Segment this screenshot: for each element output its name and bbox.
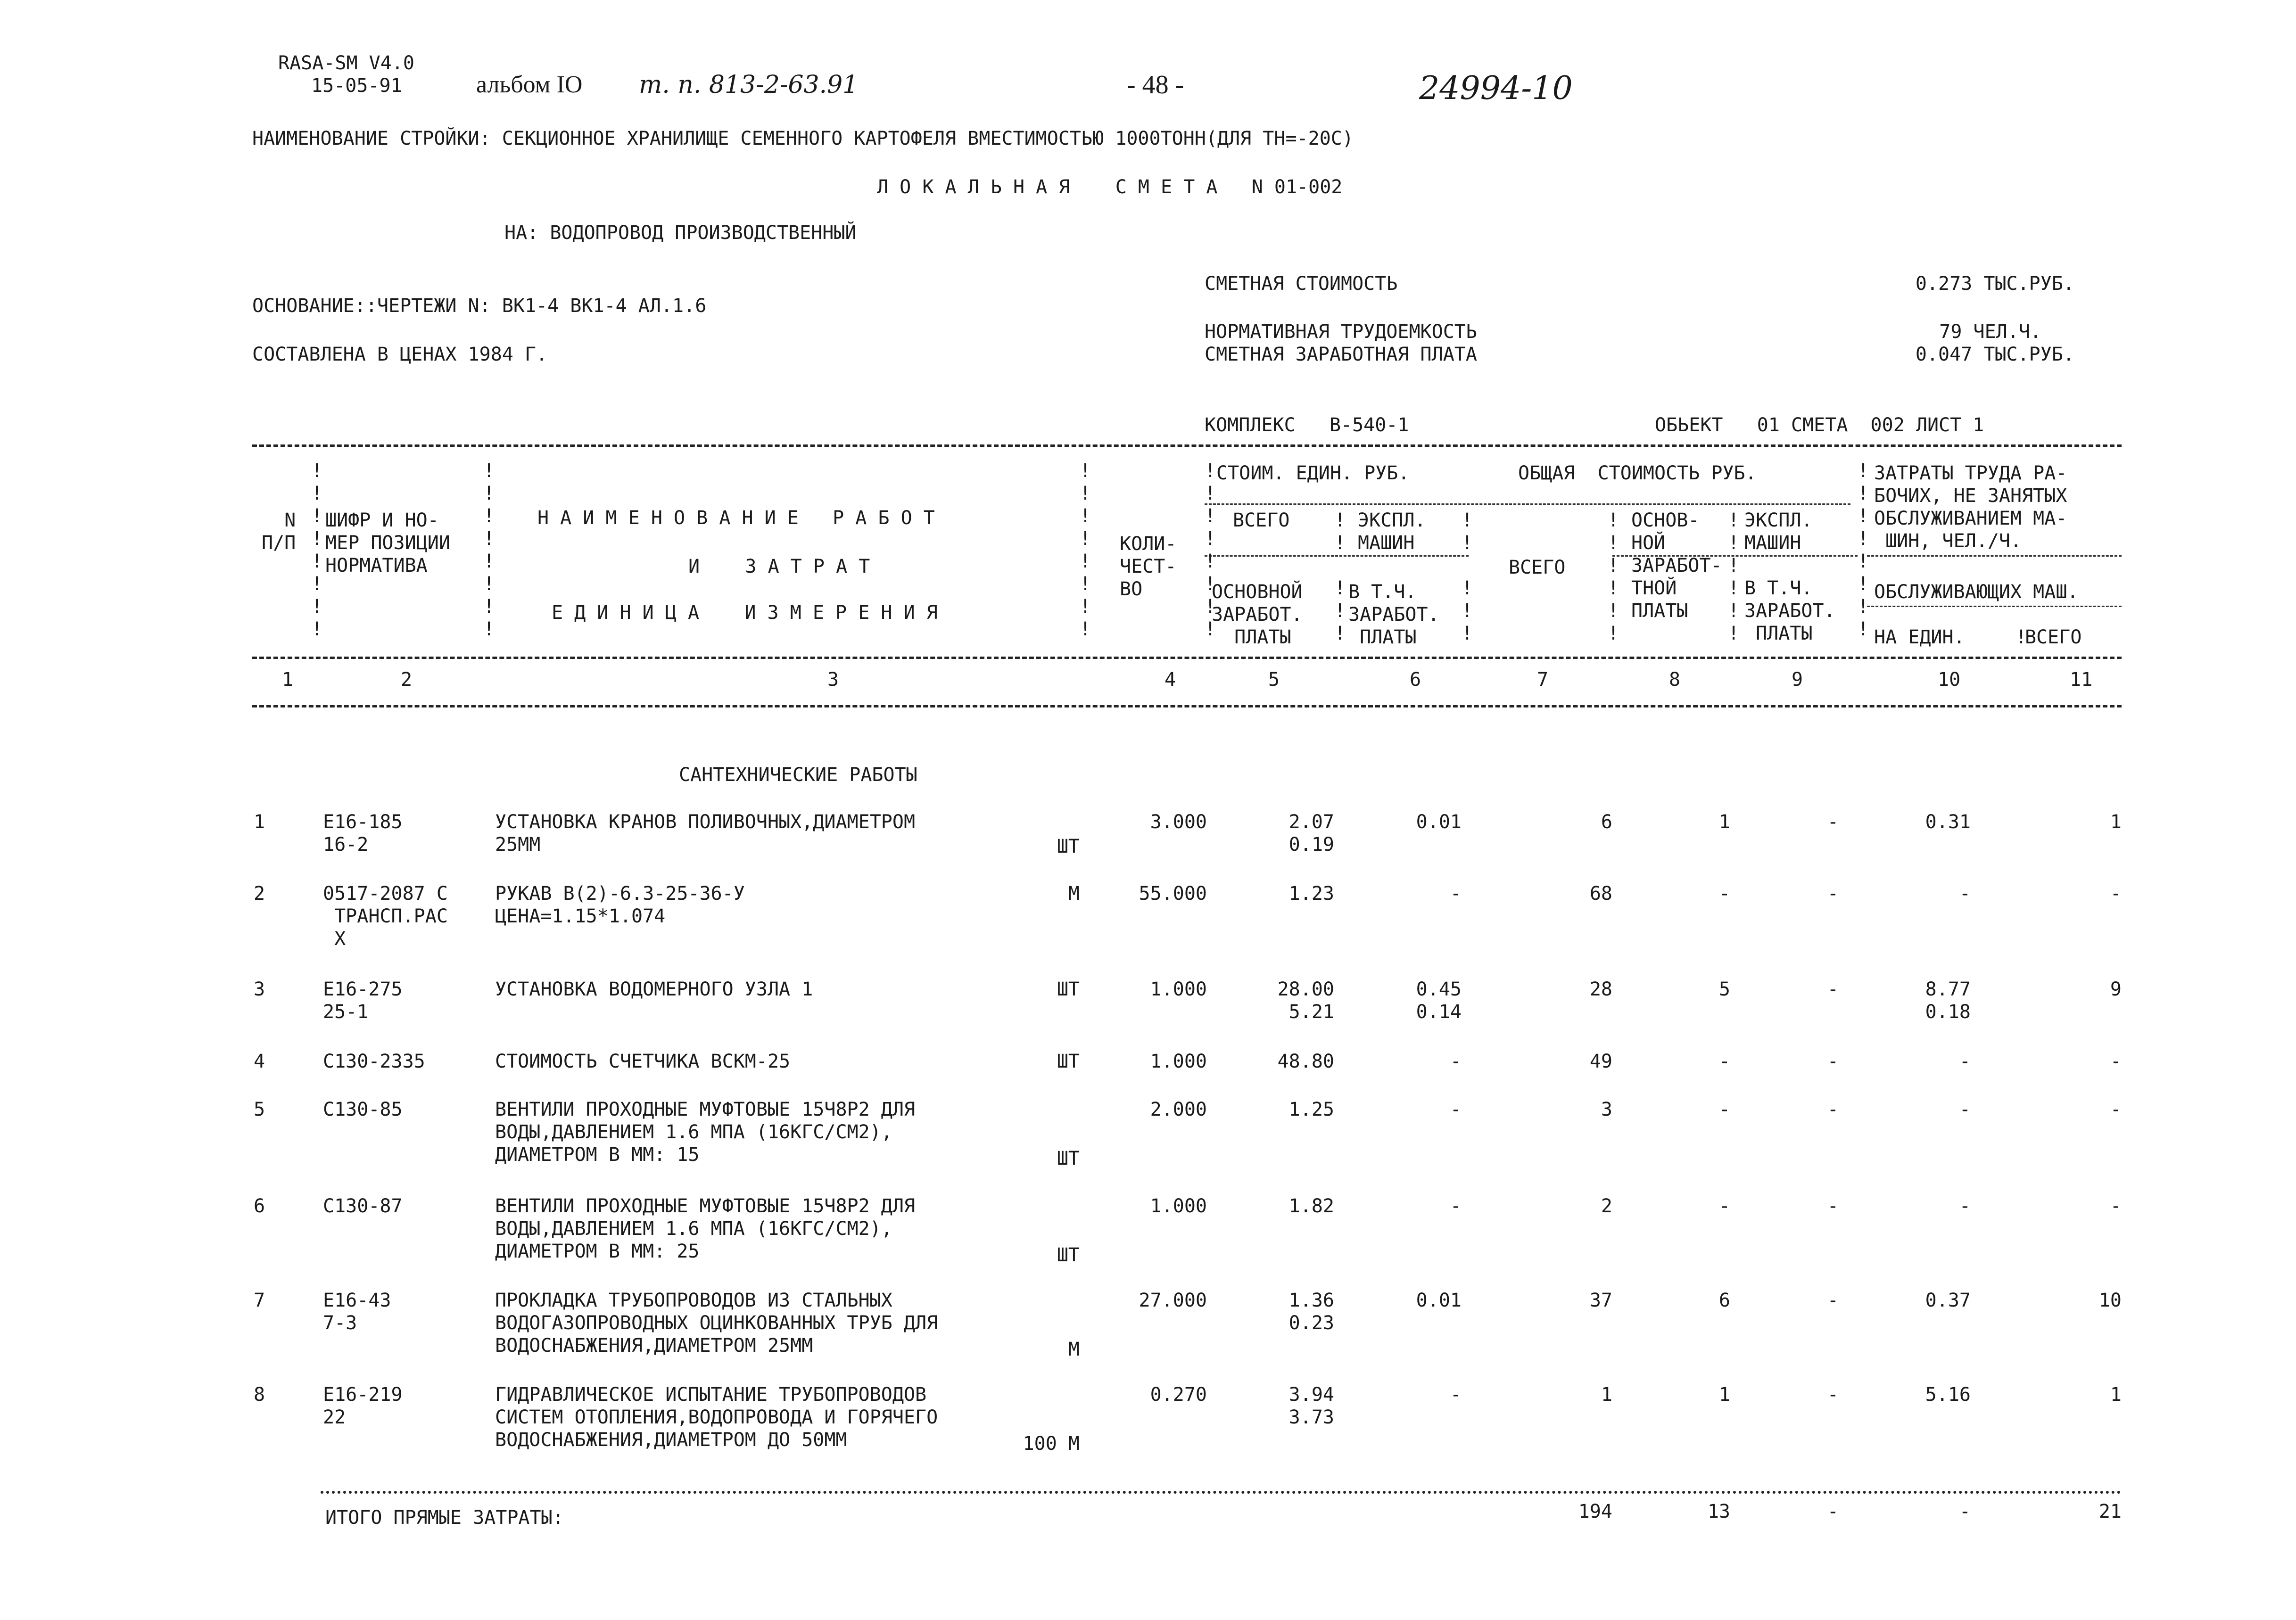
row-labor-total: -: [2110, 1195, 2122, 1217]
row-base-wage: -: [1718, 883, 1730, 905]
row-unit: ШТ: [1057, 836, 1080, 857]
col-head-unit-price: СТОИМ. ЕДИН. РУБ.: [1216, 462, 1410, 484]
col-sep: ! ! ! ! ! ! ! !: [1205, 460, 1216, 640]
column-number: 11: [2070, 669, 2093, 691]
row-machine-price: 0.01: [1416, 1290, 1462, 1311]
col-head-7-total: ВСЕГО: [1509, 557, 1566, 578]
row-quantity: 1.000: [1150, 1051, 1207, 1072]
estimate-title: Л О К А Л Ь Н А Я С М Е Т А N 01-002: [877, 176, 1343, 198]
row-labor-total: -: [2110, 1051, 2122, 1072]
row-unit-price: 2.07 0.19: [1288, 811, 1334, 855]
total-col7: 194: [1578, 1501, 1612, 1522]
row-number: 2: [254, 883, 265, 905]
column-number: 6: [1410, 669, 1421, 691]
row-number: 6: [254, 1195, 265, 1217]
row-total-cost: 3: [1601, 1099, 1612, 1120]
row-machine-wage: -: [1827, 1290, 1839, 1311]
row-quantity: 1.000: [1150, 979, 1207, 1000]
cost-label: СМЕТНАЯ СТОИМОСТЬ: [1205, 273, 1398, 295]
price-year: СОСТАВЛЕНА В ЦЕНАХ 1984 Г.: [252, 344, 548, 365]
column-number: 1: [282, 669, 294, 691]
row-labor-total: 1: [2110, 811, 2122, 833]
col-head-total-cost: ОБЩАЯ СТОИМОСТЬ РУБ.: [1518, 462, 1757, 484]
row-code: С130-85: [323, 1099, 403, 1120]
row-total-cost: 2: [1601, 1195, 1612, 1217]
row-base-wage: -: [1718, 1195, 1730, 1217]
header-top-rule: [252, 444, 2122, 447]
row-base-wage: -: [1718, 1051, 1730, 1072]
row-unit: ШТ: [1057, 979, 1080, 1000]
col-sep: ! ! ! ! ! !: [1608, 510, 1619, 644]
col-sep: ! ! ! ! ! ! ! !: [1858, 460, 1869, 640]
col-sep: ! ! ! ! ! ! ! !: [483, 460, 495, 640]
wage-value: 0.047 ТЫС.РУБ.: [1915, 344, 2074, 365]
header-bottom-rule: [252, 705, 2122, 707]
col-head-9-machines: ЭКСПЛ. МАШИН В Т.Ч. ЗАРАБОТ. ПЛАТЫ: [1744, 510, 1835, 644]
row-code: Е16-219 22: [323, 1384, 403, 1428]
section-title: САНТЕХНИЧЕСКИЕ РАБОТЫ: [679, 764, 917, 786]
row-unit-price: 28.00 5.21: [1277, 979, 1334, 1023]
row-work-name: ГИДРАВЛИЧЕСКОЕ ИСПЫТАНИЕ ТРУБОПРОВОДОВ СИСТЕМ ОТОПЛЕНИЯ,ВОДОПРОВОДА И ГОРЯЧЕГО ВОДОСНАБЖЕНИЯ,ДИАМЕТРОМ ДО 50ММ: [495, 1384, 938, 1451]
row-unit: М: [1068, 1339, 1080, 1360]
row-machine-price: -: [1450, 1384, 1462, 1406]
total-col11: 21: [2098, 1501, 2122, 1522]
wage-label: СМЕТНАЯ ЗАРАБОТНАЯ ПЛАТА: [1205, 344, 1477, 365]
row-number: 7: [254, 1290, 265, 1311]
row-machine-price: -: [1450, 1195, 1462, 1217]
row-machine-price: -: [1450, 1051, 1462, 1072]
row-labor-per-unit: 0.31: [1925, 811, 1971, 833]
row-labor-per-unit: -: [1959, 1099, 1971, 1120]
row-quantity: 3.000: [1150, 811, 1207, 833]
row-machine-wage: -: [1827, 1195, 1839, 1217]
row-number: 1: [254, 811, 265, 833]
row-total-cost: 37: [1589, 1290, 1612, 1311]
row-total-cost: 49: [1589, 1051, 1612, 1072]
document-number: 24994-10: [1419, 70, 1573, 107]
row-quantity: 2.000: [1150, 1099, 1207, 1120]
column-number: 8: [1669, 669, 1681, 691]
row-unit: ШТ: [1057, 1051, 1080, 1072]
row-machine-wage: -: [1827, 1099, 1839, 1120]
row-machine-price: 0.45 0.14: [1416, 979, 1462, 1023]
total-col10: -: [1959, 1501, 1971, 1522]
print-date: 15-05-91: [311, 75, 402, 97]
row-work-name: УСТАНОВКА КРАНОВ ПОЛИВОЧНЫХ,ДИАМЕТРОМ 25ММ: [495, 811, 916, 855]
row-base-wage: 5: [1718, 979, 1730, 1000]
labor-value: 79 ЧЕЛ.Ч.: [1939, 321, 2041, 343]
row-code: Е16-185 16-2: [323, 811, 403, 855]
row-unit-price: 3.94 3.73: [1288, 1384, 1334, 1428]
row-labor-per-unit: 5.16: [1925, 1384, 1971, 1406]
row-base-wage: 1: [1718, 1384, 1730, 1406]
total-col9: -: [1827, 1501, 1839, 1522]
row-unit-price: 1.82: [1288, 1195, 1334, 1217]
cost-value: 0.273 ТЫС.РУБ.: [1915, 273, 2074, 295]
col-head-8-wage: ОСНОВ- НОЙ ЗАРАБОТ- ТНОЙ ПЛАТЫ: [1631, 510, 1722, 622]
construction-name: НАИМЕНОВАНИЕ СТРОЙКИ: СЕКЦИОННОЕ ХРАНИЛИЩЕ СЕМЕННОГО КАРТОФЕЛЯ ВМЕСТИМОСТЬЮ 1000ТОНН(ДЛЯ ТН=-20С): [252, 128, 1354, 149]
col-head-qty: КОЛИ- ЧЕСТ- ВО: [1120, 533, 1177, 600]
row-base-wage: -: [1718, 1099, 1730, 1120]
row-labor-total: 9: [2110, 979, 2122, 1000]
col-head-5-total: ВСЕГО: [1233, 510, 1290, 531]
column-number: 2: [401, 669, 413, 691]
row-unit: М: [1068, 883, 1080, 905]
row-unit-price: 48.80: [1277, 1051, 1334, 1072]
col-head-6-machines: ЭКСПЛ. МАШИН: [1358, 510, 1426, 554]
col-head-name-2: И З А Т Р А Т: [688, 556, 870, 577]
row-machine-wage: -: [1827, 1384, 1839, 1406]
object-sheet: ОБЬЕКТ 01 СМЕТА 002 ЛИСТ 1: [1655, 414, 1984, 436]
row-labor-per-unit: -: [1959, 883, 1971, 905]
row-labor-per-unit: 0.37: [1925, 1290, 1971, 1311]
row-number: 5: [254, 1099, 265, 1120]
header-subrule-1: [1205, 503, 1850, 505]
program-version: RASA-SM V4.0: [278, 52, 414, 74]
row-code: 0517-2087 С ТРАНСП.РАС Х: [323, 883, 448, 950]
row-labor-per-unit: -: [1959, 1051, 1971, 1072]
row-total-cost: 6: [1601, 811, 1612, 833]
row-unit: ШТ: [1057, 1148, 1080, 1169]
basis-drawings: ОСНОВАНИЕ::ЧЕРТЕЖИ N: ВК1-4 ВК1-4 АЛ.1.6: [252, 295, 707, 317]
row-base-wage: 1: [1718, 811, 1730, 833]
page-number: - 48 -: [1127, 70, 1184, 99]
row-code: С130-2335: [323, 1051, 425, 1072]
col-head-11: ВСЕГО: [2025, 626, 2082, 648]
row-base-wage: 6: [1718, 1290, 1730, 1311]
col-sep: ! ! ! ! ! ! ! !: [311, 460, 323, 640]
row-code: Е16-275 25-1: [323, 979, 403, 1023]
row-machine-price: -: [1450, 883, 1462, 905]
col-head-name-1: Н А И М Е Н О В А Н И Е Р А Б О Т: [537, 507, 935, 529]
row-work-name: СТОИМОСТЬ СЧЕТЧИКА ВСКМ-25: [495, 1051, 791, 1072]
col-sep: ! ! ! ! ! !: [1728, 510, 1740, 644]
col-sep: ! ! ! ! !: [1334, 510, 1346, 644]
row-machine-wage: -: [1827, 883, 1839, 905]
row-number: 8: [254, 1384, 265, 1406]
col-head-code: ШИФР И НО- МЕР ПОЗИЦИИ НОРМАТИВА: [325, 510, 450, 576]
row-quantity: 0.270: [1150, 1384, 1207, 1406]
standard-project-number: т. п. 813-2-63.91: [639, 71, 859, 99]
column-number: 4: [1165, 669, 1176, 691]
total-col8: 13: [1707, 1501, 1730, 1522]
col-sep: ! ! ! ! ! ! ! !: [1080, 460, 1091, 640]
row-machine-wage: -: [1827, 979, 1839, 1000]
row-total-cost: 68: [1589, 883, 1612, 905]
row-unit: ШТ: [1057, 1244, 1080, 1266]
row-work-name: РУКАВ В(2)-6.3-25-36-У ЦЕНА=1.15*1.074: [495, 883, 745, 927]
total-rule: [321, 1491, 2122, 1494]
column-number: 5: [1268, 669, 1280, 691]
col-head-n: N П/П: [262, 510, 296, 554]
row-unit: 100 М: [1023, 1433, 1080, 1455]
column-number: 9: [1792, 669, 1803, 691]
row-work-name: ВЕНТИЛИ ПРОХОДНЫЕ МУФТОВЫЕ 15Ч8Р2 ДЛЯ ВОДЫ,ДАВЛЕНИЕМ 1.6 МПА (16КГС/СМ2), ДИАМЕТРОМ В ММ: 15: [495, 1099, 916, 1166]
row-total-cost: 28: [1589, 979, 1612, 1000]
col-head-5-wage: ОСНОВНОЙ ЗАРАБОТ. ПЛАТЫ: [1212, 581, 1303, 648]
row-code: Е16-43 7-3: [323, 1290, 391, 1334]
row-quantity: 27.000: [1139, 1290, 1207, 1311]
estimate-subject: НА: ВОДОПРОВОД ПРОИЗВОДСТВЕННЫЙ: [504, 222, 857, 244]
row-work-name: УСТАНОВКА ВОДОМЕРНОГО УЗЛА 1: [495, 979, 813, 1000]
column-number: 3: [827, 669, 839, 691]
album-label: альбом IO: [476, 71, 583, 98]
row-number: 3: [254, 979, 265, 1000]
row-machine-wage: -: [1827, 811, 1839, 833]
row-labor-total: -: [2110, 883, 2122, 905]
header-subrule-5: [1867, 606, 2122, 607]
row-quantity: 55.000: [1139, 883, 1207, 905]
row-work-name: ВЕНТИЛИ ПРОХОДНЫЕ МУФТОВЫЕ 15Ч8Р2 ДЛЯ ВОДЫ,ДАВЛЕНИЕМ 1.6 МПА (16КГС/СМ2), ДИАМЕТРОМ В ММ: 25: [495, 1195, 916, 1262]
column-number: 10: [1938, 669, 1961, 691]
row-machine-price: 0.01: [1416, 811, 1462, 833]
row-labor-per-unit: -: [1959, 1195, 1971, 1217]
header-subrule-4: [1867, 555, 2122, 557]
row-machine-price: -: [1450, 1099, 1462, 1120]
row-code: С130-87: [323, 1195, 403, 1217]
row-unit-price: 1.36 0.23: [1288, 1290, 1334, 1334]
row-labor-total: -: [2110, 1099, 2122, 1120]
col-head-10: НА ЕДИН.: [1874, 626, 1965, 648]
row-work-name: ПРОКЛАДКА ТРУБОПРОВОДОВ ИЗ СТАЛЬНЫХ ВОДОГАЗОПРОВОДНЫХ ОЦИНКОВАННЫХ ТРУБ ДЛЯ ВОДОСНАБЖЕНИЯ,ДИАМЕТРОМ 25ММ: [495, 1290, 938, 1357]
row-unit-price: 1.23: [1288, 883, 1334, 905]
header-mid-rule: [252, 657, 2122, 659]
row-machine-wage: -: [1827, 1051, 1839, 1072]
col-head-labor: ЗАТРАТЫ ТРУДА РА- БОЧИХ, НЕ ЗАНЯТЫХ ОБСЛУЖИВАНИЕМ МА- ШИН, ЧЕЛ./Ч.: [1874, 462, 2067, 552]
column-number: 7: [1537, 669, 1549, 691]
row-unit-price: 1.25: [1288, 1099, 1334, 1120]
col-sep: !: [2015, 626, 2027, 648]
row-number: 4: [254, 1051, 265, 1072]
row-labor-total: 1: [2110, 1384, 2122, 1406]
col-head-6-wage: В Т.Ч. ЗАРАБОТ. ПЛАТЫ: [1348, 581, 1439, 648]
labor-label: НОРМАТИВНАЯ ТРУДОЕМКОСТЬ: [1205, 321, 1477, 343]
col-head-labor-machines: ОБСЛУЖИВАЮЩИХ МАШ.: [1874, 581, 2079, 603]
row-total-cost: 1: [1601, 1384, 1612, 1406]
row-labor-total: 10: [2098, 1290, 2122, 1311]
col-head-name-3: Е Д И Н И Ц А И З М Е Р Е Н И Я: [552, 602, 938, 624]
row-quantity: 1.000: [1150, 1195, 1207, 1217]
total-label: ИТОГО ПРЯМЫЕ ЗАТРАТЫ:: [325, 1507, 564, 1529]
row-labor-per-unit: 8.77 0.18: [1925, 979, 1971, 1023]
complex-code: КОМПЛЕКС В-540-1: [1205, 414, 1409, 436]
col-sep: ! ! ! ! !: [1462, 510, 1473, 644]
